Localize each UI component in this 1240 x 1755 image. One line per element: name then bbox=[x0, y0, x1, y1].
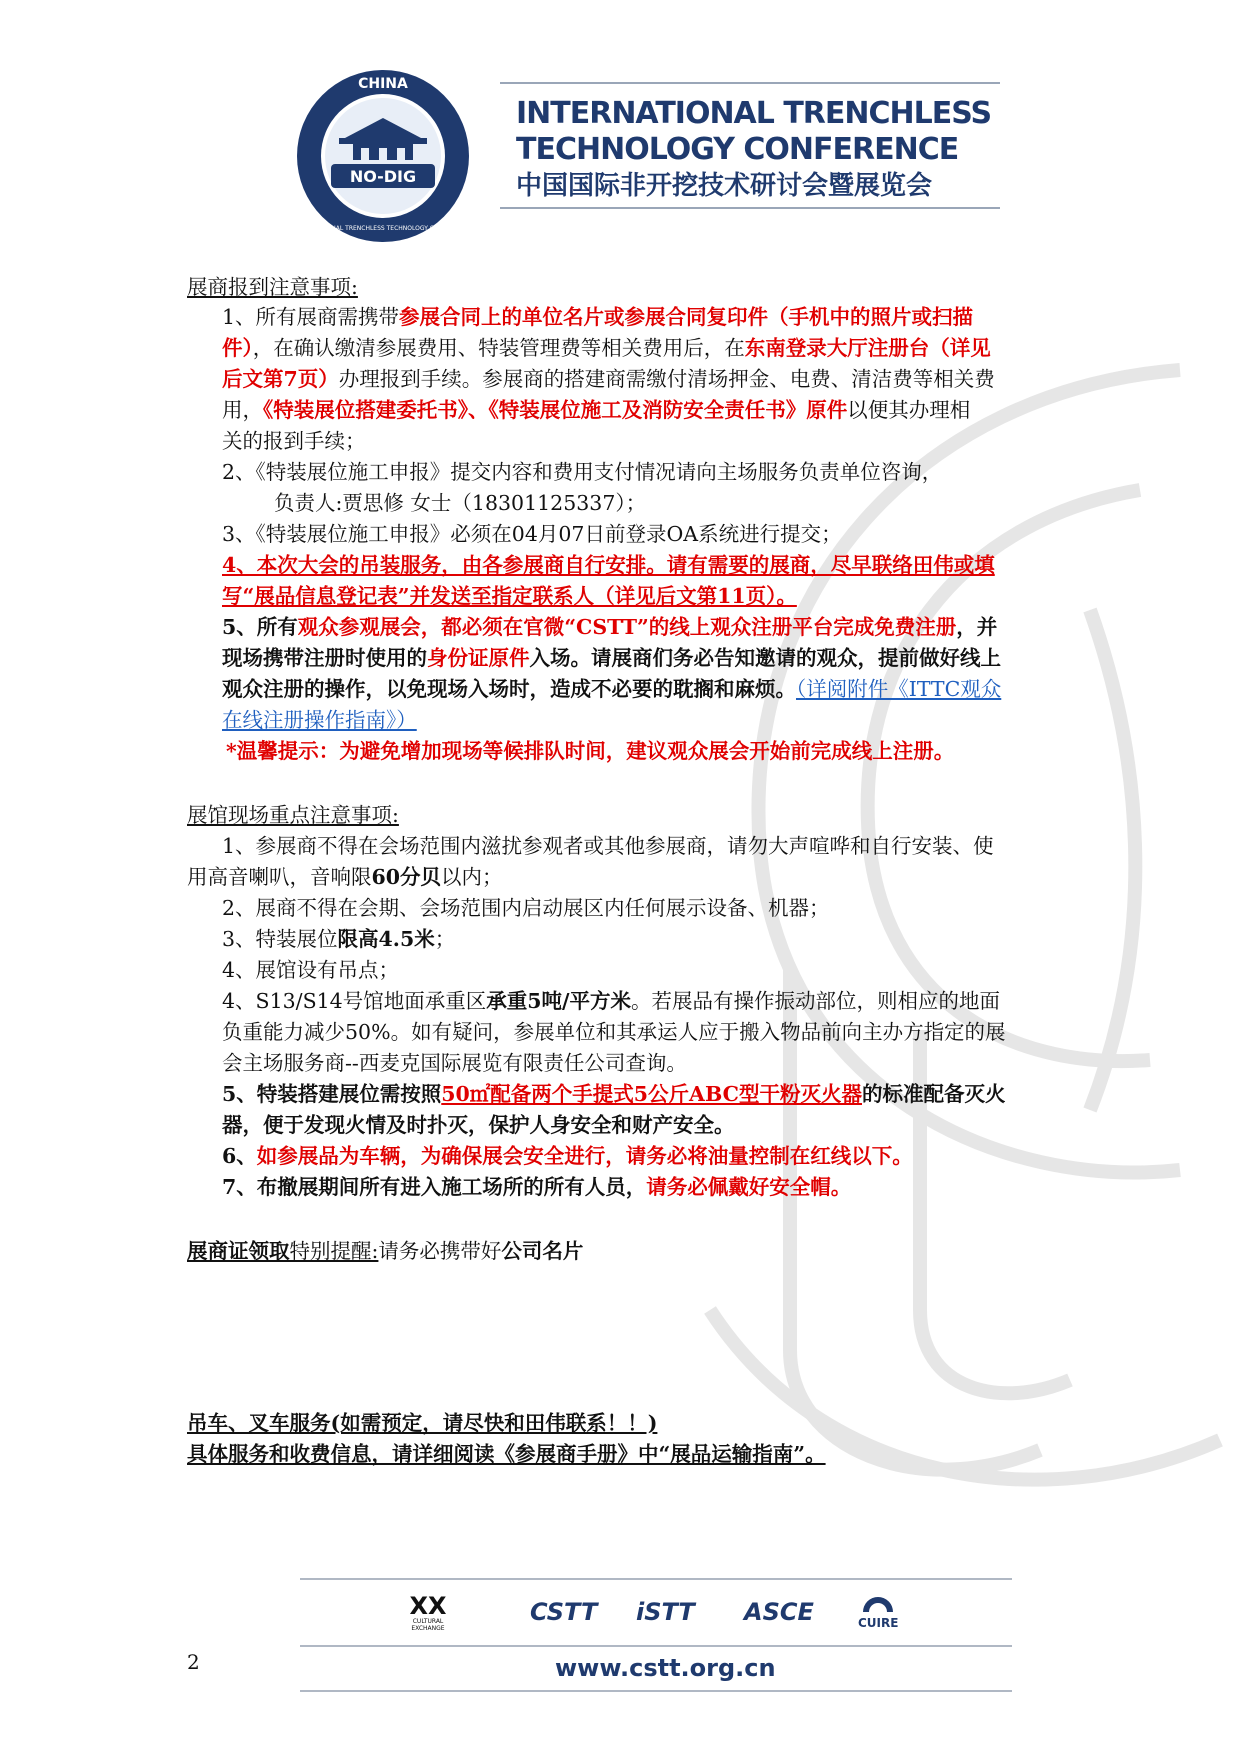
s2-line-12: 7、布撤展期间所有进入施工场所的所有人员，请务必佩戴好安全帽。 bbox=[222, 1175, 852, 1199]
section1-heading: 展商报到注意事项: bbox=[187, 275, 358, 299]
nodig-logo bbox=[295, 68, 471, 244]
registration-guide-link-cont[interactable]: 在线注册操作指南》） bbox=[222, 708, 417, 732]
asce-logo: ASCE bbox=[744, 1598, 814, 1626]
badge-pickup-line: 展商证领取特别提醒:请务必携带好公司名片 bbox=[187, 1239, 584, 1263]
s1-line-6: 2、《特装展位施工申报》提交内容和费用支付情况请向主场服务负责单位咨询， bbox=[222, 460, 943, 484]
s1-line-7-contact: 负责人:贾思修 女士（18301125337）； bbox=[274, 491, 647, 515]
footer-rule-mid bbox=[300, 1645, 1012, 1647]
section2-heading: 展馆现场重点注意事项: bbox=[187, 803, 399, 827]
s1-line-3: 后文第7页）办理报到手续。参展商的搭建商需缴付清场押金、电费、清洁费等相关费 bbox=[222, 367, 995, 391]
footer-rule-top bbox=[300, 1578, 1012, 1580]
s2-line-1: 1、参展商不得在会场范围内滋扰参观者或其他参展商，请勿大声喧哗和自行安装、使 bbox=[222, 834, 994, 858]
title-line-1: INTERNATIONAL TRENCHLESS bbox=[516, 96, 992, 131]
logo-ring-text: INTERNATIONAL TRENCHLESS TECHNOLOGY CONFERENCE bbox=[295, 225, 471, 232]
s1-line-8: 3、《特装展位施工申报》必须在04月07日前登录OA系统进行提交； bbox=[222, 522, 842, 546]
logo-ring-top-text: CHINA bbox=[358, 76, 408, 92]
s2-line-3: 2、展商不得在会期、会场范围内启动展区内任何展示设备、机器； bbox=[222, 896, 830, 920]
s1-line-5: 关的报到手续； bbox=[222, 429, 366, 453]
s1-line-1: 1、所有展商需携带参展合同上的单位名片或参展合同复印件（手机中的照片或扫描 bbox=[222, 305, 974, 329]
s1-line-12: 现场携带注册时使用的身份证原件入场。请展商们务必告知邀请的观众，提前做好线上 bbox=[222, 646, 1001, 670]
header-rule-bottom bbox=[500, 207, 1000, 209]
s1-line-10: 写“展品信息登记表”并发送至指定联系人（详见后文第11页）。 bbox=[222, 584, 797, 608]
istt-logo: iSTT bbox=[636, 1598, 695, 1626]
s1-line-4: 用，《特装展位搭建委托书》、《特装展位施工及消防安全责任书》原件以便其办理相 bbox=[222, 398, 971, 422]
s1-line-11: 5、所有观众参观展会，都必须在官微“CSTT”的线上观众注册平台完成免费注册，并 bbox=[222, 615, 998, 639]
s2-line-7: 负重能力减少50%。如有疑问，参展单位和其承运人应于搬入物品前向主办方指定的展 bbox=[222, 1020, 1006, 1044]
cuire-dome-icon bbox=[861, 1596, 895, 1612]
footer-rule-bottom bbox=[300, 1690, 1012, 1692]
service-info-line: 具体服务和收费信息，请详细阅读《参展商手册》中“展品运输指南”。 bbox=[187, 1442, 826, 1466]
s1-line-2: 件），在确认缴清参展费用、特装管理费等相关费用后，在东南登录大厅注册台（详见 bbox=[222, 336, 991, 360]
crane-service-line: 吊车、叉车服务(如需预定，请尽快和田伟联系！！) bbox=[187, 1411, 658, 1435]
s2-line-4: 3、特装展位限高4.5米； bbox=[222, 927, 456, 951]
logo-badge-text: NO-DIG bbox=[349, 167, 417, 186]
s2-line-5: 4、展馆设有吊点； bbox=[222, 958, 400, 982]
s1-tip: *温馨提示：为避免增加现场等候排队时间，建议观众展会开始前完成线上注册。 bbox=[226, 739, 955, 763]
s1-line-9: 4、本次大会的吊装服务，由各参展商自行安排。请有需要的展商，尽早联络田伟或填 bbox=[222, 553, 995, 577]
title-line-2: TECHNOLOGY CONFERENCE bbox=[516, 132, 959, 167]
s2-line-6: 4、S13/S14号馆地面承重区承重5吨/平方米。若展品有操作振动部位，则相应的地面 bbox=[222, 989, 1000, 1013]
registration-guide-link[interactable]: （详阅附件《ITTC观众 bbox=[796, 677, 1002, 701]
s2-line-9: 5、特装搭建展位需按照50㎡配备两个手提式5公斤ABC型干粉灭火器的标准配备灭火 bbox=[222, 1082, 1006, 1106]
watermark-graphic bbox=[620, 330, 1240, 1560]
s1-line-13: 观众注册的操作，以免现场入场时，造成不必要的耽搁和麻烦。（详阅附件《ITTC观众 bbox=[222, 677, 1002, 701]
header-rule-top bbox=[500, 82, 1000, 84]
cuire-logo: CUIRE bbox=[858, 1596, 898, 1630]
cstt-logo: CSTT bbox=[530, 1598, 598, 1626]
s2-line-11: 6、如参展品为车辆，为确保展会安全进行，请务必将油量控制在红线以下。 bbox=[222, 1144, 913, 1168]
cultural-exchange-logo: XX CULTURAL EXCHANGE bbox=[409, 1592, 447, 1632]
page-number: 2 bbox=[187, 1650, 200, 1674]
s2-line-8: 会主场服务商--西麦克国际展览有限责任公司查询。 bbox=[222, 1051, 687, 1075]
s2-line-2: 用高音喇叭，音响限60分贝以内； bbox=[187, 865, 503, 889]
s2-line-10: 器，便于发现火情及时扑灭，保护人身安全和财产安全。 bbox=[222, 1113, 735, 1137]
website-link[interactable]: www.cstt.org.cn bbox=[555, 1654, 776, 1682]
title-chinese: 中国国际非开挖技术研讨会暨展览会 bbox=[516, 171, 933, 201]
